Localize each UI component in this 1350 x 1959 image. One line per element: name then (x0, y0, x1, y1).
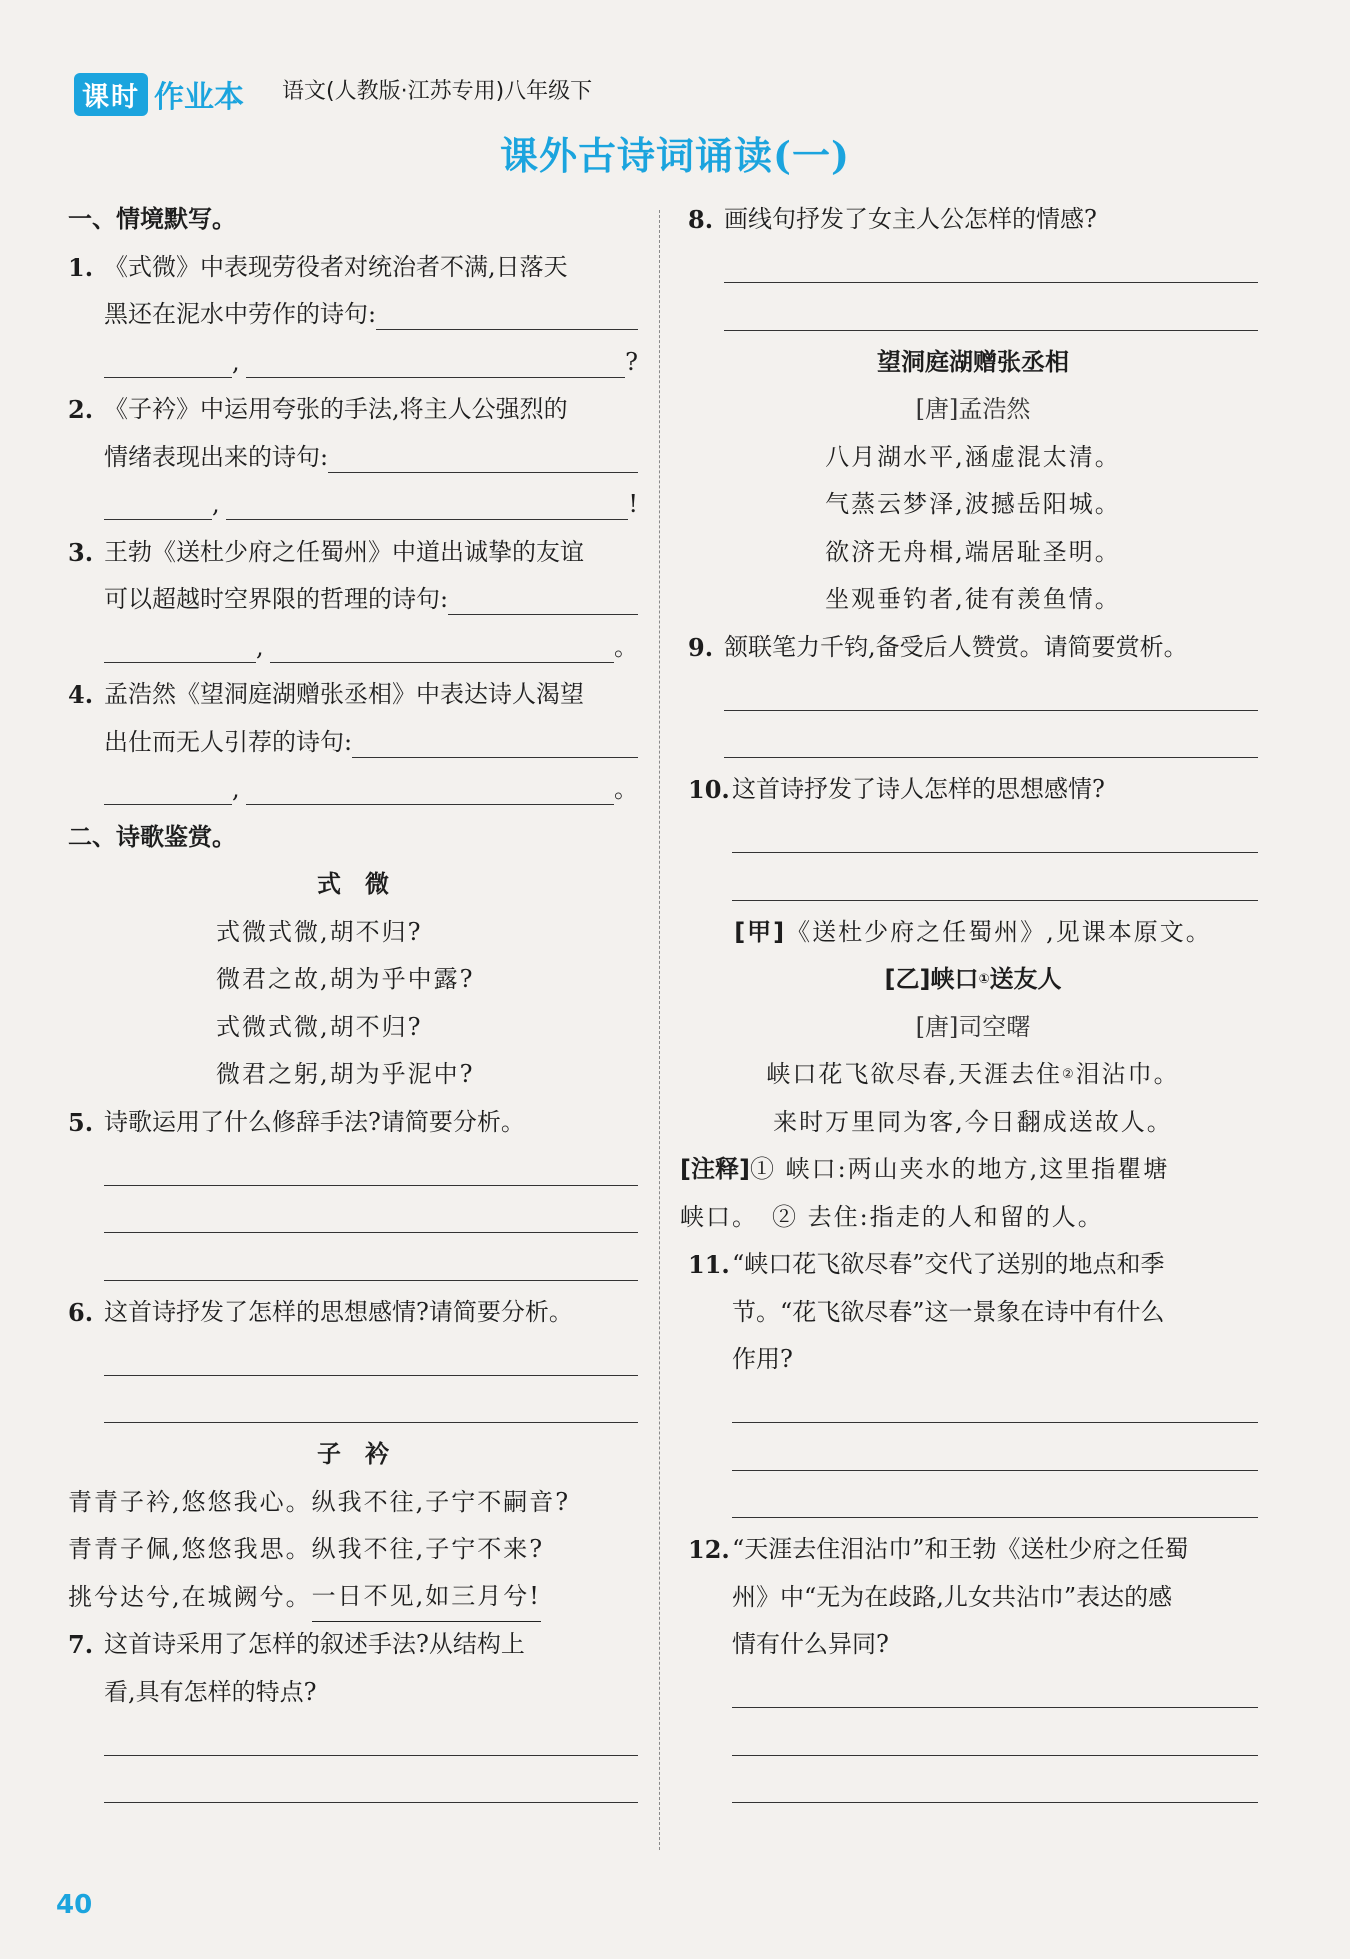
question-number: 5. (68, 1107, 94, 1137)
answer-line[interactable] (732, 1677, 1258, 1708)
question-text: 看,具有怎样的特点? (104, 1677, 317, 1706)
poem-jia-note (688, 909, 1258, 957)
poem-line: 青青子佩,悠悠我思。纵我不往,子宁不来? (68, 1535, 545, 1563)
question-text: 情绪表现出来的诗句: (104, 442, 329, 471)
answer-line[interactable] (732, 870, 1258, 901)
poem-title: [乙] 峡口 ① 送友人 (688, 956, 1258, 1004)
question-text: 出仕而无人引荐的诗句: (104, 727, 353, 756)
column-divider (659, 210, 660, 1850)
question-number: 12. (688, 1535, 730, 1564)
separator: , (256, 632, 264, 661)
answer-line-row (688, 244, 1258, 292)
answer-line-row (688, 1716, 1258, 1764)
question-12 (688, 1526, 1258, 1574)
question-text: “天涯去住泪沾巾”和王勃《送杜少府之任蜀 (732, 1535, 1189, 1563)
answer-blank[interactable] (104, 489, 212, 520)
subject-label: 语文(人教版·江苏专用)八年级下 (282, 79, 593, 104)
question-10 (688, 766, 1258, 814)
answer-line-row (68, 1241, 638, 1289)
question-1-line3 (68, 339, 638, 387)
question-6 (68, 1289, 638, 1337)
answer-blank[interactable] (104, 632, 256, 663)
answer-line[interactable] (732, 1487, 1258, 1518)
answer-blank[interactable] (104, 347, 232, 378)
page-title: 课外古诗词诵读(一) (500, 133, 850, 178)
section-heading: 二、诗歌鉴赏。 (68, 822, 236, 851)
question-7-line2 (68, 1669, 638, 1717)
answer-blank[interactable] (270, 632, 614, 663)
question-number: 1. (68, 252, 94, 282)
question-text: 诗歌运用了什么修辞手法?请简要分析。 (104, 1107, 525, 1136)
poem-line: 来时万里同为客,今日翻成送故人。 (773, 1107, 1173, 1136)
poem-title: 子 衿 (317, 1440, 389, 1468)
answer-line[interactable] (732, 1725, 1258, 1756)
poem-line: 式微式微,胡不归? (216, 917, 423, 946)
brand-logo (74, 72, 244, 116)
poem-line: 微君之躬,胡为乎泥中? (216, 1060, 475, 1088)
answer-line-row (68, 1336, 638, 1384)
poem-text: 泪沾巾。 (1075, 1060, 1180, 1088)
question-11-line3: 作用? (732, 1345, 793, 1373)
question-3-line3 (68, 624, 638, 672)
answer-line[interactable] (724, 680, 1258, 711)
annotation-label: [注释] (680, 1155, 750, 1183)
question-text: 《子衿》中运用夸张的手法,将主人公强烈的 (104, 395, 568, 423)
answer-blank[interactable] (448, 584, 638, 615)
question-text: 画线句抒发了女主人公怎样的情感? (724, 205, 1097, 233)
question-2-line3 (68, 481, 638, 529)
separator: , (232, 347, 240, 376)
answer-line[interactable] (104, 1772, 638, 1803)
answer-line[interactable] (732, 1392, 1258, 1423)
answer-line[interactable] (724, 300, 1258, 331)
yi-label: [乙] (884, 965, 931, 993)
answer-line[interactable] (104, 1345, 638, 1376)
question-7 (68, 1621, 638, 1669)
question-5 (68, 1099, 638, 1147)
answer-line-row (688, 1669, 1258, 1717)
question-11-line2: 节。“花飞欲尽春”这一景象在诗中有什么 (732, 1297, 1165, 1326)
underlined-poem-text: 一日不见,如三月兮! (312, 1573, 541, 1622)
end-punct: ? (625, 347, 638, 376)
answer-line[interactable] (724, 252, 1258, 283)
separator: , (232, 775, 240, 803)
question-11 (688, 1241, 1258, 1289)
annotation-line-1 (680, 1146, 1258, 1194)
poem-title: 望洞庭湖赠张丞相 (877, 347, 1069, 376)
question-2-line2 (68, 434, 638, 482)
poem-line-last (68, 1574, 638, 1622)
question-2 (68, 386, 638, 434)
question-number: 9. (688, 632, 714, 662)
question-4-line2 (68, 719, 638, 767)
answer-line-row (68, 1146, 638, 1194)
question-number: 3. (68, 537, 94, 567)
question-4 (68, 671, 638, 719)
answer-line-row (688, 1764, 1258, 1812)
answer-blank[interactable] (246, 347, 625, 378)
poem-author: [唐]孟浩然 (915, 395, 1031, 423)
answer-line-row (688, 1384, 1258, 1432)
left-column (68, 196, 638, 1811)
question-1 (68, 244, 638, 292)
answer-blank[interactable] (376, 299, 638, 330)
answer-line-row (688, 1479, 1258, 1527)
answer-line-row (68, 1384, 638, 1432)
poem-text: 峡口花飞欲尽春,天涯去住 (766, 1060, 1062, 1088)
poem-author: [唐]司空曙 (915, 1012, 1031, 1041)
answer-blank[interactable] (328, 442, 638, 473)
question-1-line2 (68, 291, 638, 339)
separator: , (212, 490, 220, 518)
question-number: 6. (68, 1297, 94, 1327)
question-number: 7. (68, 1630, 94, 1659)
question-number: 8. (688, 205, 714, 234)
answer-line[interactable] (732, 1440, 1258, 1471)
question-text: 可以超越时空界限的哲理的诗句: (104, 585, 449, 613)
question-9 (688, 624, 1258, 672)
question-3-line2 (68, 576, 638, 624)
question-text: 颔联笔力千钧,备受后人赞赏。请简要赏析。 (724, 632, 1188, 661)
question-12-line3: 情有什么异同? (732, 1630, 889, 1658)
poem-line: 八月湖水平,涵虚混太清。 (825, 442, 1121, 471)
answer-line[interactable] (104, 1155, 638, 1186)
answer-line-row (688, 814, 1258, 862)
answer-line[interactable] (732, 1772, 1258, 1803)
question-text: 《式微》中表现劳役者对统治者不满,日落天 (104, 252, 568, 281)
question-number: 4. (68, 680, 94, 709)
question-4-line3 (68, 766, 638, 814)
question-12-line2: 州》中“无为在歧路,儿女共沾巾”表达的感 (732, 1582, 1173, 1611)
answer-blank[interactable] (352, 727, 638, 758)
end-punct: 。 (614, 632, 638, 661)
poem-line: 式微式微,胡不归? (216, 1012, 423, 1041)
logo-badge: 课时 (74, 73, 148, 116)
answer-blank[interactable] (226, 489, 629, 520)
answer-line-row (688, 671, 1258, 719)
answer-line-row (68, 1716, 638, 1764)
question-number: 10. (688, 775, 730, 804)
question-text: 黑还在泥水中劳作的诗句: (104, 300, 377, 328)
annotation-text: ① 峡口:两山夹水的地方,这里指瞿塘 (749, 1155, 1170, 1183)
answer-line[interactable] (104, 1202, 638, 1233)
annotation-line-2: 峡口。 ② 去住:指走的人和留的人。 (680, 1202, 1104, 1231)
answer-line[interactable] (724, 727, 1258, 758)
section-heading: 一、情境默写。 (68, 205, 236, 233)
right-column (680, 196, 1258, 1811)
logo-name: 作业本 (154, 80, 244, 115)
end-punct: 。 (614, 775, 638, 803)
end-punct: ! (628, 490, 638, 518)
poem-line: 峡口花飞欲尽春,天涯去住 ② 泪沾巾。 (688, 1051, 1258, 1099)
question-text: 这首诗抒发了怎样的思想感情?请简要分析。 (104, 1297, 573, 1326)
answer-line[interactable] (104, 1392, 638, 1423)
answer-line-row (688, 719, 1258, 767)
jia-text: 《送杜少府之任蜀州》,见课本原文。 (786, 917, 1212, 946)
answer-line[interactable] (732, 822, 1258, 853)
poem-title: 式 微 (317, 870, 389, 898)
question-8 (688, 196, 1258, 244)
answer-line[interactable] (104, 1250, 638, 1281)
answer-line-row (688, 291, 1258, 339)
poem-line: 气蒸云梦泽,波撼岳阳城。 (825, 490, 1121, 518)
question-text: 这首诗采用了怎样的叙述手法?从结构上 (104, 1630, 525, 1658)
answer-line-row (68, 1764, 638, 1812)
answer-line-row (688, 861, 1258, 909)
poem-text: 挑兮达兮,在城阙兮。 (68, 1582, 312, 1611)
question-text: 这首诗抒发了诗人怎样的思想感情? (732, 775, 1105, 803)
answer-line[interactable] (104, 1725, 638, 1756)
poem-line: 欲济无舟楫,端居耻圣明。 (825, 537, 1121, 566)
question-text: “峡口花飞欲尽春”交代了送别的地点和季 (732, 1250, 1165, 1278)
answer-line-row (688, 1431, 1258, 1479)
poem-line: 坐观垂钓者,徒有羡鱼情。 (825, 585, 1121, 613)
question-text: 孟浩然《望洞庭湖赠张丞相》中表达诗人渴望 (104, 680, 584, 708)
page-number: 40 (56, 1890, 93, 1920)
question-number: 2. (68, 395, 94, 424)
answer-blank[interactable] (246, 774, 614, 805)
poem-title-b: 送友人 (989, 965, 1062, 993)
answer-line-row (68, 1194, 638, 1242)
question-text: 王勃《送杜少府之任蜀州》中道出诚挚的友谊 (104, 537, 584, 566)
jia-label: [甲] (734, 917, 787, 946)
question-3 (68, 529, 638, 577)
question-number: 11. (688, 1250, 730, 1279)
poem-line: 微君之故,胡为乎中露? (216, 965, 475, 993)
answer-blank[interactable] (104, 774, 232, 805)
poem-line: 青青子衿,悠悠我心。纵我不往,子宁不嗣音? (68, 1487, 571, 1516)
poem-title-a: 峡口 (930, 965, 979, 993)
